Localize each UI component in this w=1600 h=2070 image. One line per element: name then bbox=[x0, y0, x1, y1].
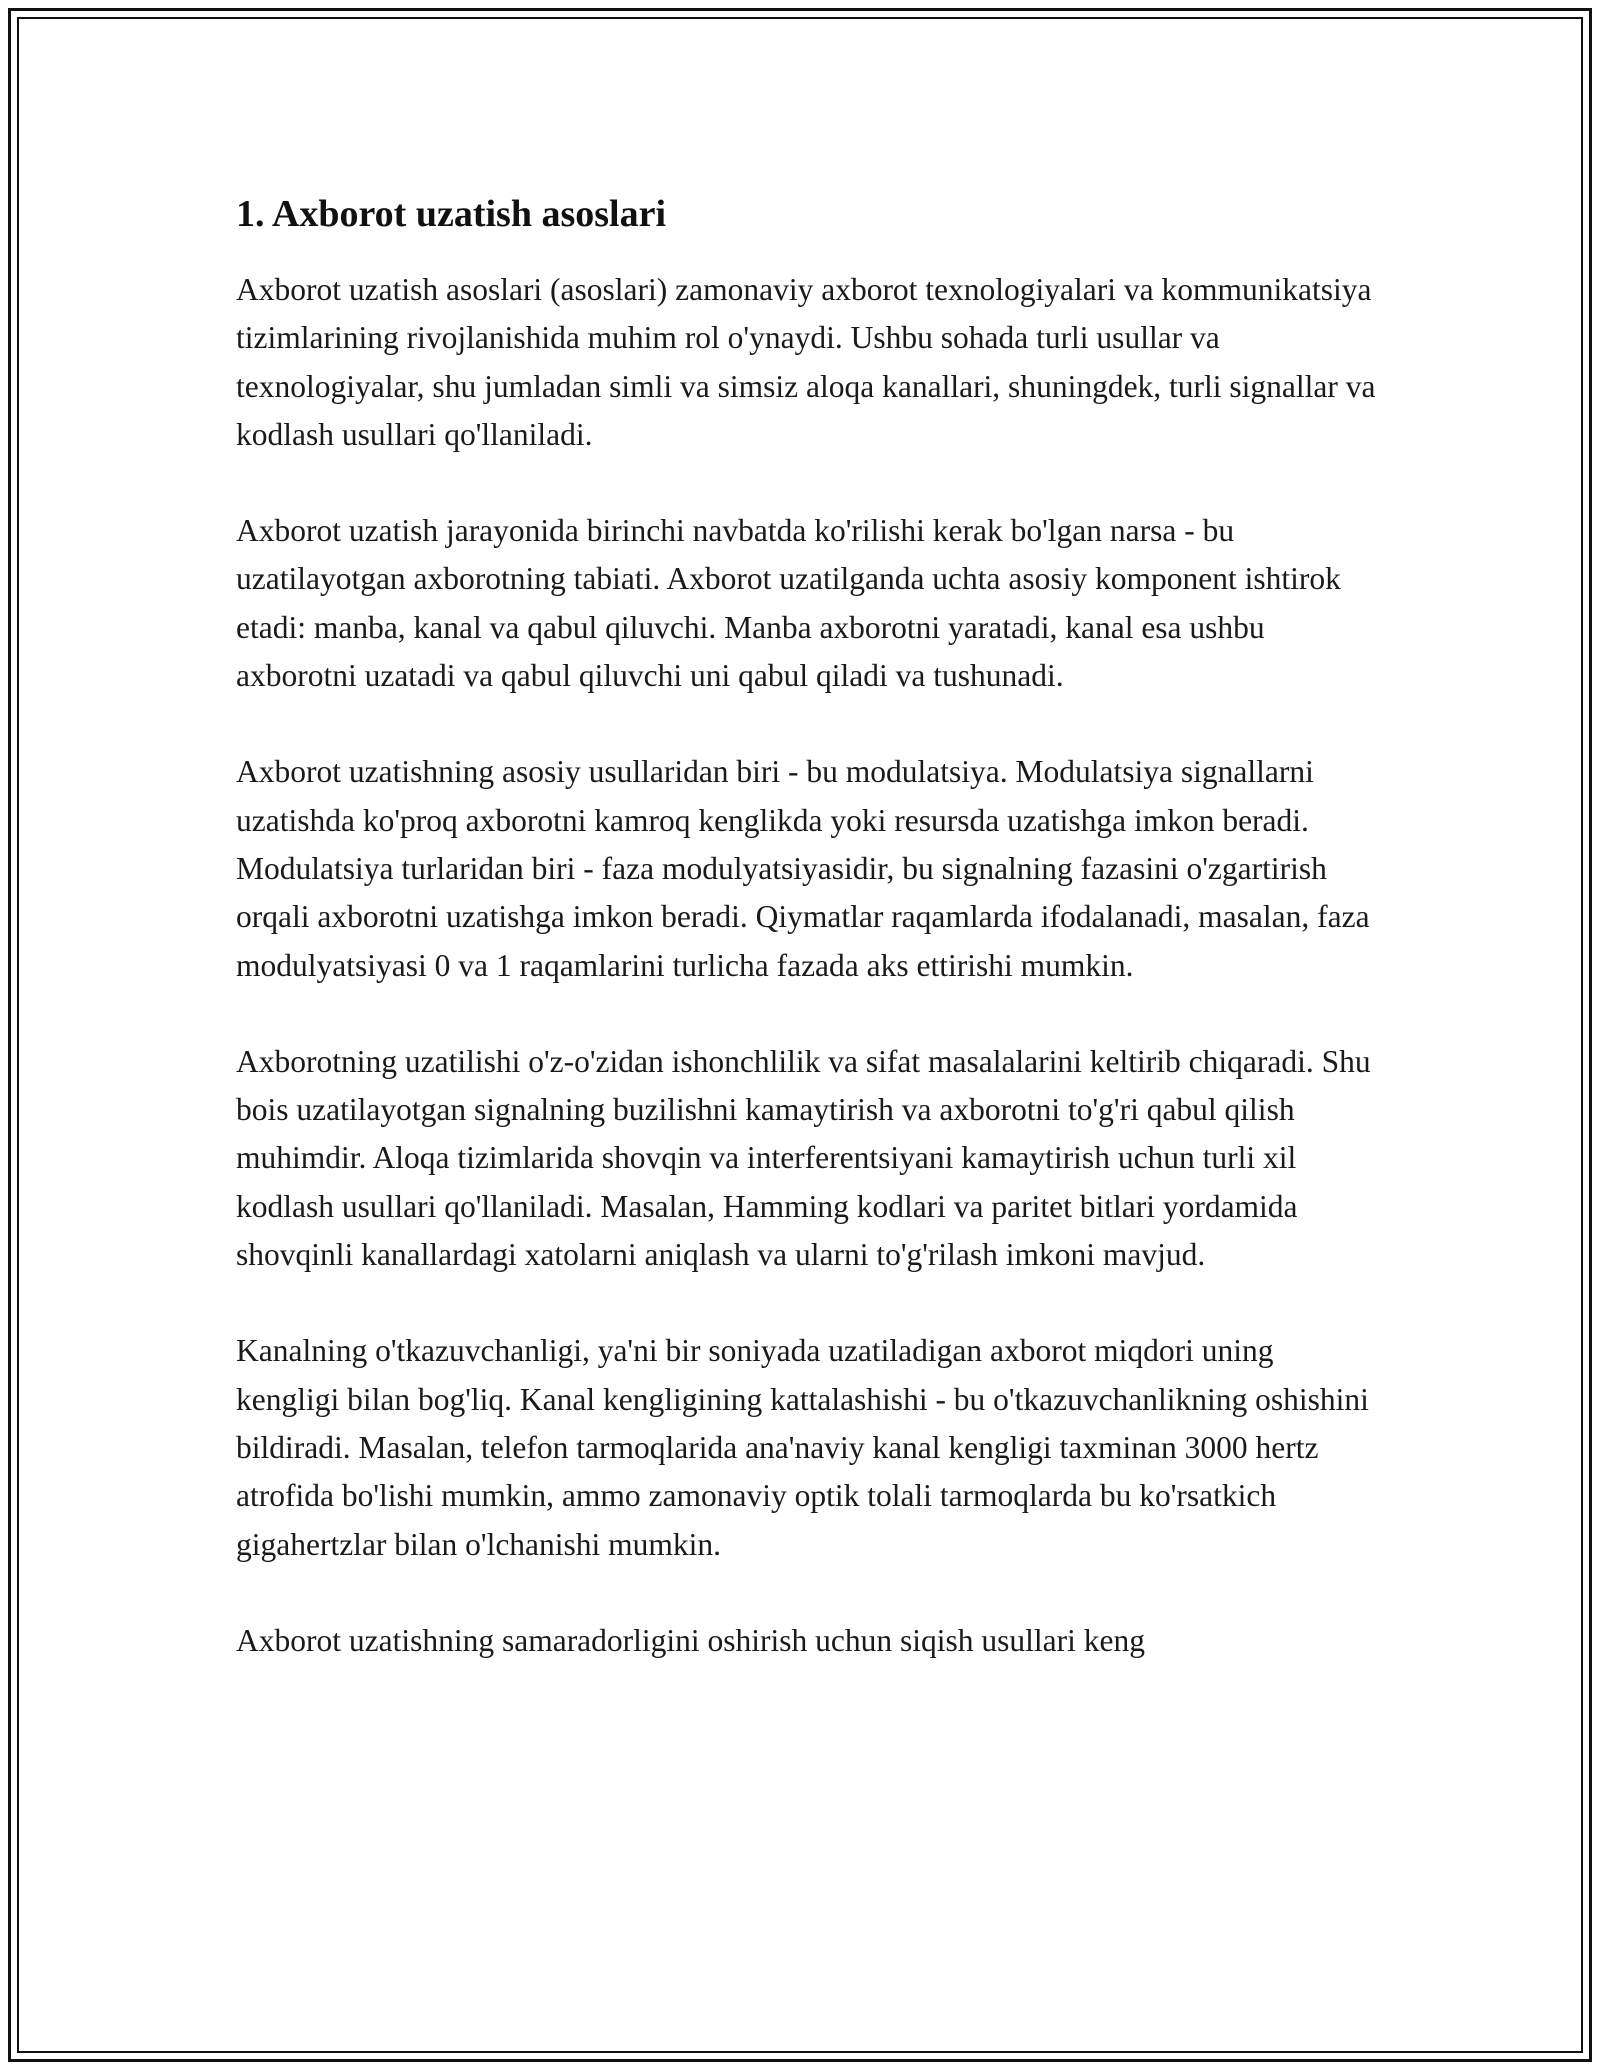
paragraph-2: Axborot uzatish jarayonida birinchi navbatda ko'rilishi kerak bo'lgan narsa - bu uzatilayotgan axborotning tabiati. Axborot uzatilganda uchta asosiy komponent ishtirok etadi: manba, kanal va qabul qiluvchi. Manba axborotni yaratadi, kanal esa ushbu axborotni uzatadi va qabul qiluvchi uni qabul qiladi va tushunadi. bbox=[236, 513, 1341, 694]
paragraph-3: Axborot uzatishning asosiy usullaridan biri - bu modulatsiya. Modulatsiya signallarni uzatishda ko'proq axborotni kamroq kenglikda yoki resursda uzatishga imkon beradi. Modulatsiya turlaridan biri - faza modulyatsiyasidir, bu signalning fazasini o'zgartirish orqali axborotni uzatishga imkon beradi. Qiymatlar raqamlarda ifodalanadi, masalan, faza modulyatsiyasi 0 va 1 raqamlarini turlicha fazada aks ettirishi mumkin. bbox=[236, 754, 1370, 983]
paragraph-4: Axborotning uzatilishi o'z-o'zidan ishonchlilik va sifat masalalarini keltirib chiqaradi. Shu bois uzatilayotgan signalning buzilishni kamaytirish va axborotni to'g'ri qabul qilish muhimdir. Aloqa tizimlarida shovqin va interferentsiyani kamaytirish uchun turli xil kodlash usullari qo'llaniladi. Masalan, Hamming kodlari va paritet bitlari yordamida shovqinli kanallardagi xatolarni aniqlash va ularni to'g'rilash imkoni mavjud. bbox=[236, 1043, 1371, 1273]
paragraph-1: Axborot uzatish asoslari (asoslari) zamonaviy axborot texnologiyalari va kommunikatsiya tizimlarining rivojlanishida muhim rol o'ynaydi. Ushbu sohada turli usullar va texnologiyalar, shu jumladan simli va simsiz aloqa kanallari, shuningdek, turli signallar va kodlash usullari qo'llaniladi. bbox=[236, 272, 1376, 452]
section-heading: 1. Axborot uzatish asoslari bbox=[236, 193, 667, 235]
paragraph-5: Kanalning o'tkazuvchanligi, ya'ni bir soniyada uzatiladigan axborot miqdori uning kengligi bilan bog'liq. Kanal kengligining kattalashishi - bu o'tkazuvchanlikning oshishini bildiradi. Masalan, telefon tarmoqlarida ana'naviy kanal kengligi taxminan 3000 hertz atrofida bo'lishi mumkin, ammo zamonaviy optik tolali tarmoqlarda bu ko'rsatkich gigahertzlar bilan o'lchanishi mumkin. bbox=[236, 1333, 1369, 1562]
document-body bbox=[236, 188, 1376, 1713]
paragraph-6: Axborot uzatishning samaradorligini oshirish uchun siqish usullari keng bbox=[236, 1622, 1146, 1658]
